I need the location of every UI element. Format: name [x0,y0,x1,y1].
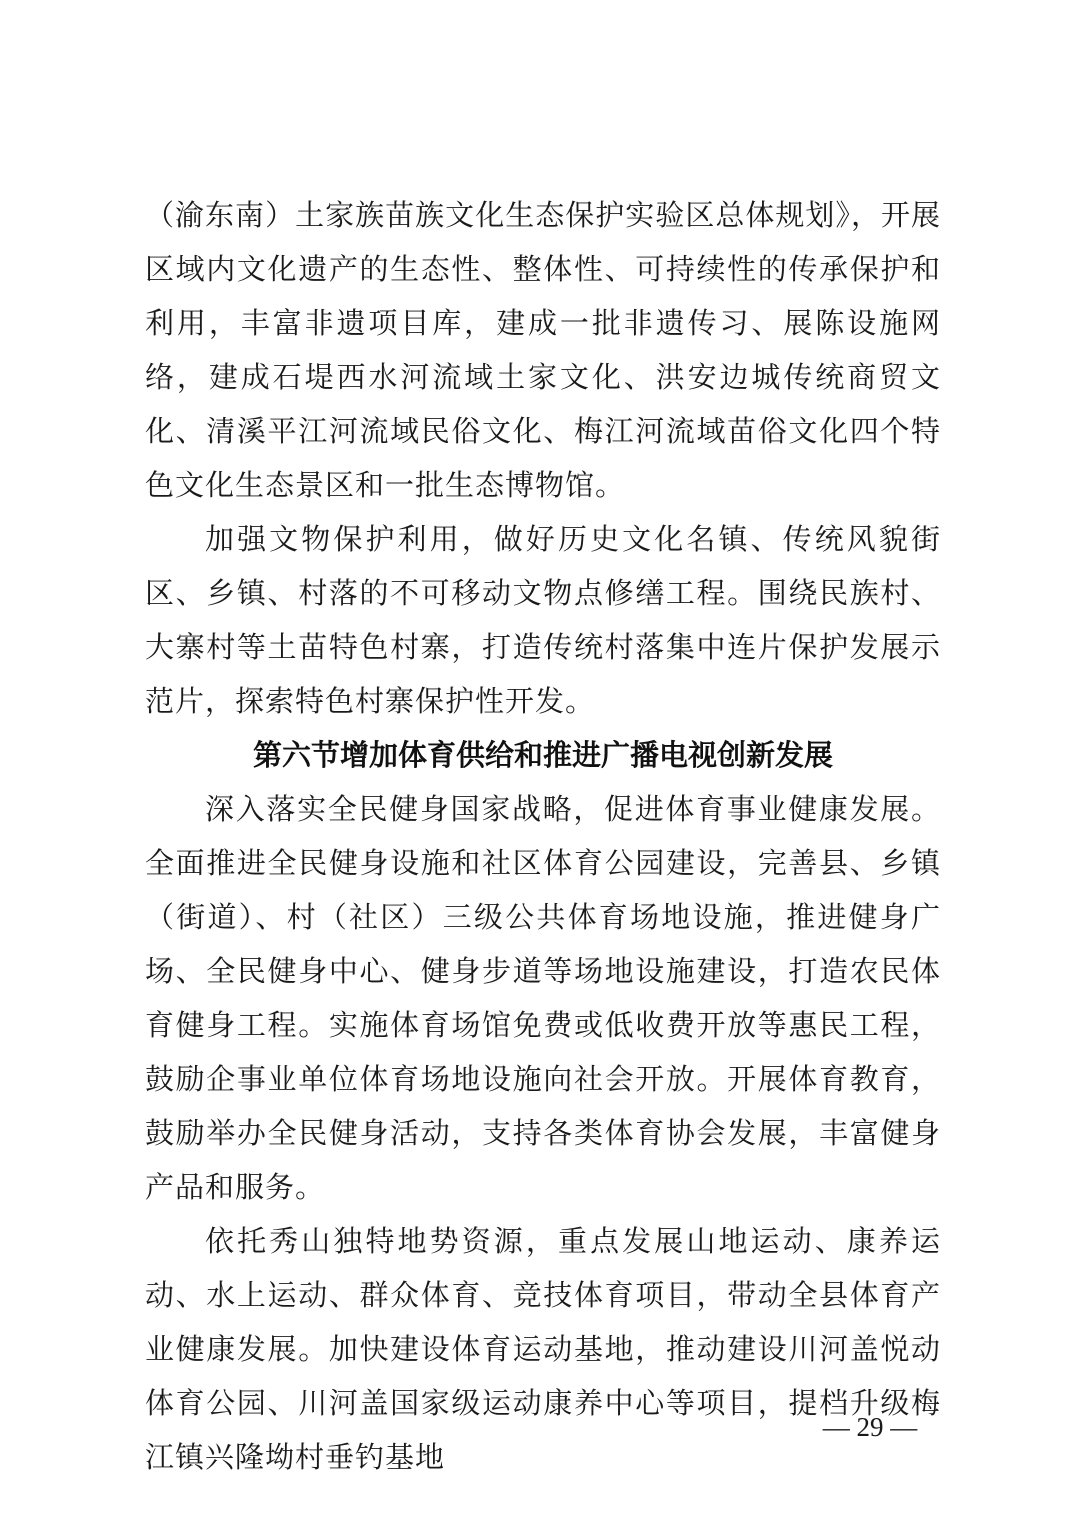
paragraph-sports-industry: 依托秀山独特地势资源，重点发展山地运动、康养运动、水上运动、群众体育、竞技体育项目，带动全县体育产业健康发展。加快建设体育运动基地，推动建设川河盖悦动体育公园、川河盖国家级运动康养中心等项目，提档升级梅江镇兴隆坳村垂钓基地 [145,1224,941,1474]
section-title: 第六节增加体育供给和推进广播电视创新发展 [252,738,833,772]
page-number: — 29 — [822,1412,918,1442]
page-body [145,188,941,1484]
paragraph-heritage-protection: 加强文物保护利用，做好历史文化名镇、传统风貌街区、乡镇、村落的不可移动文物点修缮工程。围绕民族村、大寨村等土苗特色村寨，打造传统村落集中连片保护发展示范片，探索特色村寨保护性开发。 [145,522,941,718]
paragraph-fitness-strategy: 深入落实全民健身国家战略，促进体育事业健康发展。全面推进全民健身设施和社区体育公园建设，完善县、乡镇（街道）、村（社区）三级公共体育场地设施，推进健身广场、全民健身中心、健身步道等场地设施建设，打造农民体育健身工程。实施体育场馆免费或低收费开放等惠民工程，鼓励企事业单位体育场地设施向社会开放。开展体育教育，鼓励举办全民健身活动，支持各类体育协会发展，丰富健身产品和服务。 [145,792,941,1204]
paragraph-cultural-ecology: （渝东南）土家族苗族文化生态保护实验区总体规划》，开展区域内文化遗产的生态性、整体性、可持续性的传承保护和利用，丰富非遗项目库，建成一批非遗传习、展陈设施网络，建成石堤西水河流域土家文化、洪安边城传统商贸文化、清溪平江河流域民俗文化、梅江河流域苗俗文化四个特色文化生态景区和一批生态博物馆。 [145,198,941,502]
